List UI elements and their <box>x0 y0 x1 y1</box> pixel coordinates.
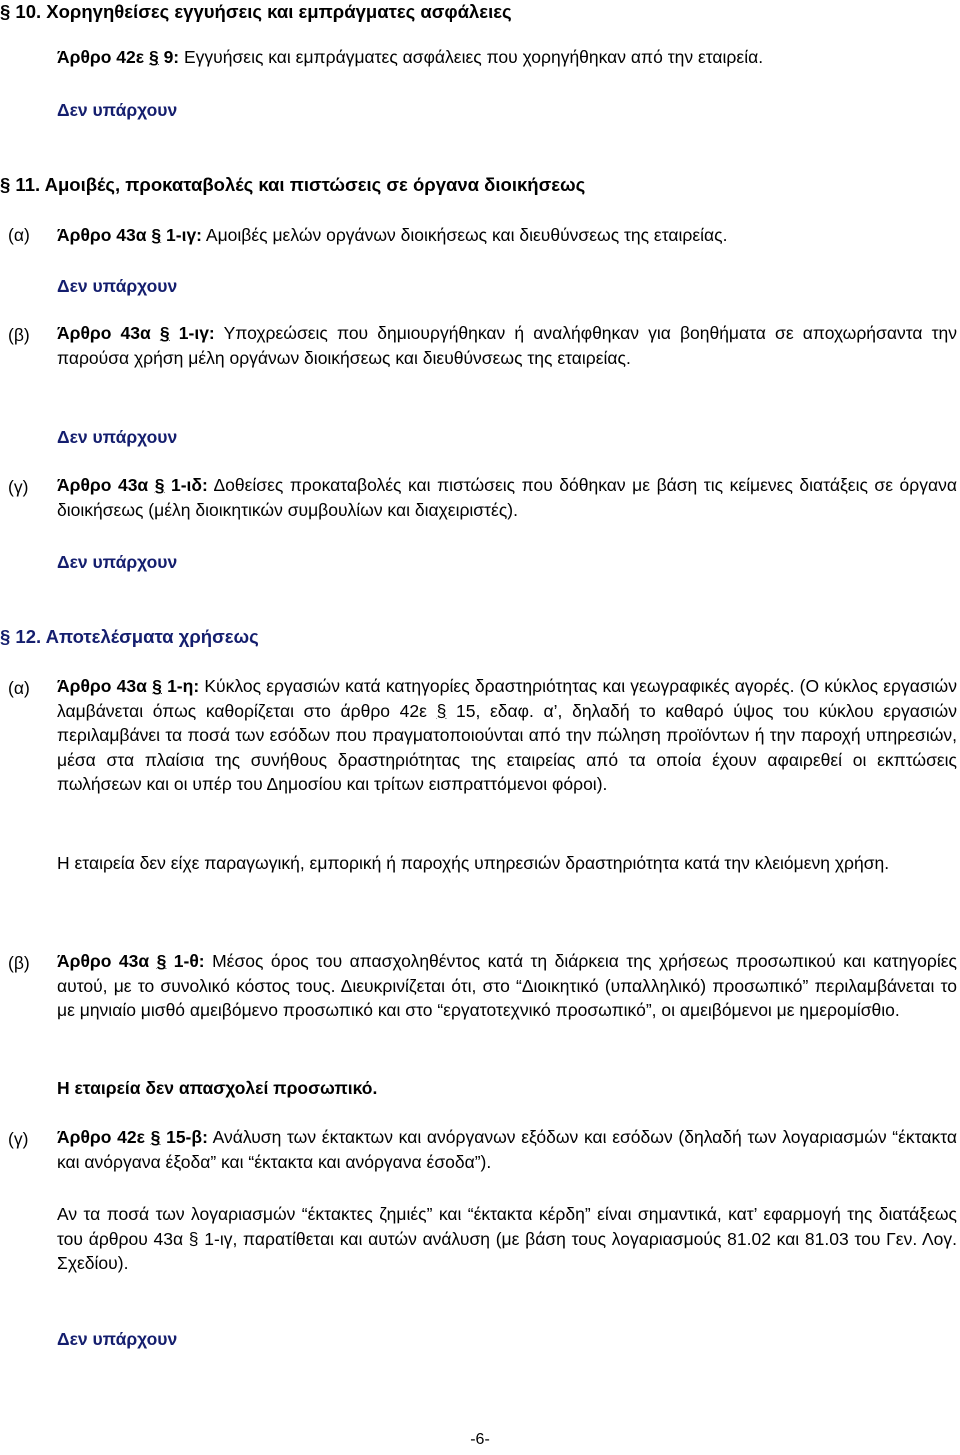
section-12-c-paragraph-2: Αν τα ποσά των λογαριασμών “έκτακτες ζημιές” και “έκτακτα κέρδη” είναι σημαντικά, κατ’ εφαρμογή της διατάξεως του άρθρου 43α § 1-ιγ, παρατίθεται και αυτών ανάλυση (με βάση τους λογαριασμούς 81.02 και 81.03 του Γεν. Λογ. Σχεδίου). <box>57 1204 957 1273</box>
section-sign: § <box>152 676 162 696</box>
section-12-c-none: Δεν υπάρχουν <box>57 1329 178 1349</box>
section-11-title: Αμοιβές, προκαταβολές και πιστώσεις σε όργανα διοικήσεως <box>44 174 586 195</box>
article-subref: 1-ιδ: <box>171 475 208 495</box>
section-sign: § <box>154 475 165 495</box>
item-label: (α) <box>8 678 30 698</box>
section-sign: § <box>436 700 447 721</box>
section-11-number: § 11. <box>0 174 41 195</box>
article-ref: Άρθρο 42ε <box>57 1127 145 1147</box>
article-subref: 1-η: <box>167 676 200 696</box>
item-label: (β) <box>8 953 30 973</box>
section-11-b-none: Δεν υπάρχουν <box>57 427 178 447</box>
section-11-heading <box>0 173 585 197</box>
section-11-c-paragraph <box>57 473 957 522</box>
item-label: (γ) <box>8 477 29 497</box>
section-12-title: Αποτελέσματα χρήσεως <box>45 626 259 647</box>
section-12-b-note: Η εταιρεία δεν απασχολεί προσωπικό. <box>57 1078 378 1098</box>
section-11-b-paragraph <box>57 321 957 370</box>
section-10-none: Δεν υπάρχουν <box>57 100 178 120</box>
section-12-b-paragraph <box>57 949 957 1023</box>
section-11-a-article <box>57 224 727 246</box>
section-10-title: Χορηγηθείσες εγγυήσεις και εμπράγματες ασφάλειες <box>46 1 512 22</box>
section-sign: § <box>148 47 159 67</box>
article-text: Υποχρεώσεις που δημιουργήθηκαν ή αναλήφθηκαν για βοηθήματα σε αποχωρήσαντα την παρούσα χρήση μέλη οργάνων διοικήσεως και διευθύνσεως της εταιρείας. <box>57 323 957 368</box>
item-label: (α) <box>8 225 30 245</box>
section-sign: § <box>151 225 162 245</box>
article-subref: 9: <box>163 47 180 67</box>
page-number: -6- <box>470 1431 490 1448</box>
article-ref: Άρθρο 43α <box>57 225 147 245</box>
item-label: (γ) <box>8 1129 29 1149</box>
article-ref: Άρθρο 43α <box>57 323 151 343</box>
section-sign: § <box>159 323 170 343</box>
section-sign: § <box>156 951 167 971</box>
section-12-number: § 12. <box>0 626 42 647</box>
section-sign: § <box>150 1127 161 1147</box>
section-12-heading <box>0 625 259 649</box>
section-10-heading <box>0 0 512 24</box>
article-text: Ανάλυση των έκτακτων και ανόργανων εξόδων και εσόδων (δηλαδή των λογαριασμών “έκτακτα και ανόργανα έξοδα” και “έκτακτα και ανόργανα έσοδα”). <box>57 1127 958 1172</box>
article-ref: Άρθρο 43α <box>57 676 147 696</box>
section-11-c-none: Δεν υπάρχουν <box>57 552 178 572</box>
article-subref: 1-ιγ: <box>178 323 215 343</box>
article-subref: 1-ιγ: <box>166 225 202 245</box>
article-text: Αμοιβές μελών οργάνων διοικήσεως και διευθύνσεως της εταιρείας. <box>205 225 728 245</box>
article-text-continued: 15, εδαφ. α’, δηλαδή το καθαρό ύψος του κύκλου εργασιών περιλαμβάνει τα ποσά των εσόδων που πραγματοποιούνται από την πώληση προϊόντων ή την παροχή υπηρεσιών, μέσα στα πλαίσια της συνήθους δραστηριότητας της εταιρείας από τα οποία έχουν αφαιρεθεί οι εκπτώσεις πωλήσεων και οι υπέρ του Δημοσίου και τρίτων εισπραττόμενοι φόροι). <box>57 700 957 794</box>
article-subref: 15-β: <box>166 1127 208 1147</box>
article-text: Μέσος όρος του απασχοληθέντος κατά τη διάρκεια της χρήσεως προσωπικού και κατηγορίες αυτού, με το συνολικό κόστος τους. Διευκρινίζεται ότι, στο “Διοικητικό (υπαλληλικό) προσωπικό” περιλαμβάνεται το με μηνιαίο μισθό αμειβόμενο προσωπικό και στο “εργατοτεχνικό προσωπικό”, οι αμειβόμενοι με ημερομίσθιο. <box>57 951 957 1020</box>
section-12-c-paragraph <box>57 1125 957 1174</box>
article-ref: Άρθρο 43α <box>57 951 150 971</box>
section-11-a-none: Δεν υπάρχουν <box>57 276 178 296</box>
article-ref: Άρθρο 42ε <box>57 47 145 67</box>
article-subref: 1-θ: <box>173 951 205 971</box>
article-text: Δοθείσες προκαταβολές και πιστώσεις που δόθηκαν με βάση τις κείμενες διατάξεις σε όργανα διοικήσεως (μέλη διοικητικών συμβουλίων και διαχειριστές). <box>57 475 957 520</box>
section-10-article <box>57 46 763 68</box>
article-text: Εγγυήσεις και εμπράγματες ασφάλειες που χορηγήθηκαν από την εταιρεία. <box>184 47 764 67</box>
article-text: Κύκλος εργασιών κατά κατηγορίες δραστηριότητας και γεωγραφικές αγορές. (Ο κύκλος εργασιών λαμβάνεται όπως καθορίζεται στο άρθρο 42ε <box>57 676 957 721</box>
section-10-number: § 10. <box>0 1 42 22</box>
section-12-a-note: Η εταιρεία δεν είχε παραγωγική, εμπορική ή παροχής υπηρεσιών δραστηριότητα κατά την κλειόμενη χρήση. <box>57 853 890 873</box>
section-12-a-paragraph <box>57 674 957 797</box>
item-label: (β) <box>8 325 30 345</box>
article-ref: Άρθρο 43α <box>57 475 149 495</box>
